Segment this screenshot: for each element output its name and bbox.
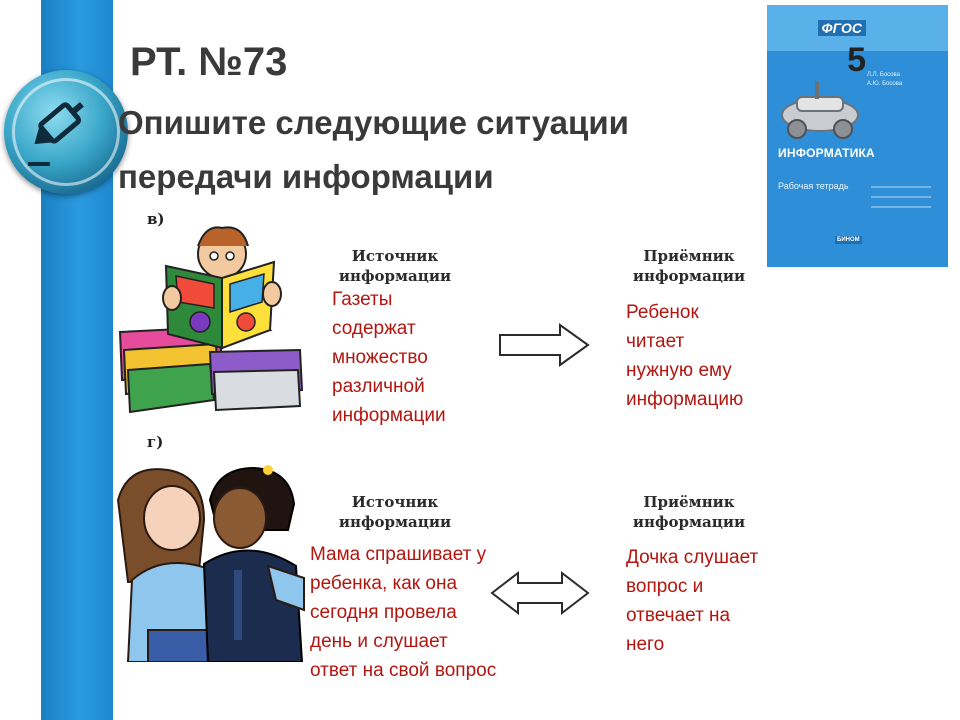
source-text-line: ребенка, как она — [310, 573, 458, 594]
receiver-text-line: вопрос и — [626, 576, 704, 597]
source-text-line: ответ на свой вопрос — [310, 660, 497, 681]
receiver-header-v — [620, 246, 758, 286]
receiver-text-line: Ребенок — [626, 302, 699, 323]
workbook-cover — [767, 5, 948, 267]
source-text-line: информации — [332, 405, 446, 426]
source-text-line: Газеты — [332, 289, 393, 310]
slide-subtitle-line-1: Опишите следующие ситуации — [118, 104, 629, 141]
receiver-header-line-1: Приёмник — [643, 247, 735, 265]
source-header-line-2: информации — [338, 513, 452, 531]
receiver-header-g — [620, 492, 758, 532]
receiver-text-g — [626, 543, 758, 659]
slide-title: РТ. №73 — [130, 40, 288, 84]
receiver-text-v — [626, 298, 743, 414]
source-text-line: день и слушает — [310, 631, 448, 652]
workbook-fgos-badge: ФГОС — [818, 20, 866, 36]
source-text-line: различной — [332, 376, 425, 397]
receiver-header-line-2: информации — [632, 267, 746, 285]
robot-illustration — [775, 75, 865, 143]
arrow-one-way — [496, 322, 592, 368]
talking-girls-illustration — [108, 460, 308, 662]
receiver-header-line-2: информации — [632, 513, 746, 531]
source-header-line-1: Источник — [351, 247, 439, 265]
source-header-line-2: информации — [338, 267, 452, 285]
receiver-text-line: Дочка слушает — [626, 547, 759, 568]
section-letter-g: г) — [147, 433, 164, 451]
source-header-line-1: Источник — [351, 493, 439, 511]
receiver-text-line: него — [626, 634, 665, 655]
receiver-header-line-1: Приёмник — [643, 493, 735, 511]
workbook-subtitle: Рабочая тетрадь — [778, 181, 849, 191]
receiver-text-line: отвечает на — [626, 605, 731, 626]
source-header-g — [328, 492, 462, 532]
workbook-authors — [867, 71, 902, 89]
workbook-author-2: А.Ю. Босова — [867, 81, 903, 87]
source-text-g — [310, 540, 496, 685]
arrow-two-way — [488, 570, 592, 616]
slide-subtitle-line-2: передачи информации — [118, 158, 494, 195]
pen-icon — [20, 86, 112, 178]
source-text-v — [332, 285, 446, 430]
source-text-line: содержат — [332, 318, 416, 339]
source-text-line: Мама спрашивает у — [310, 544, 487, 565]
source-header-v — [328, 246, 462, 286]
workbook-grade: 5 — [847, 41, 866, 79]
receiver-text-line: читает — [626, 331, 685, 352]
workbook-author-1: Л.Л. Босова — [867, 72, 901, 78]
section-letter-v: в) — [147, 210, 165, 228]
workbook-publisher: БИНОМ — [837, 237, 860, 243]
receiver-text-line: информацию — [626, 389, 744, 410]
reading-boy-illustration — [110, 222, 310, 422]
source-text-line: сегодня провела — [310, 602, 457, 623]
workbook-form-lines — [871, 183, 931, 213]
source-text-line: множество — [332, 347, 428, 368]
receiver-text-line: нужную ему — [626, 360, 732, 381]
workbook-title: ИНФОРМАТИКА — [778, 146, 875, 160]
